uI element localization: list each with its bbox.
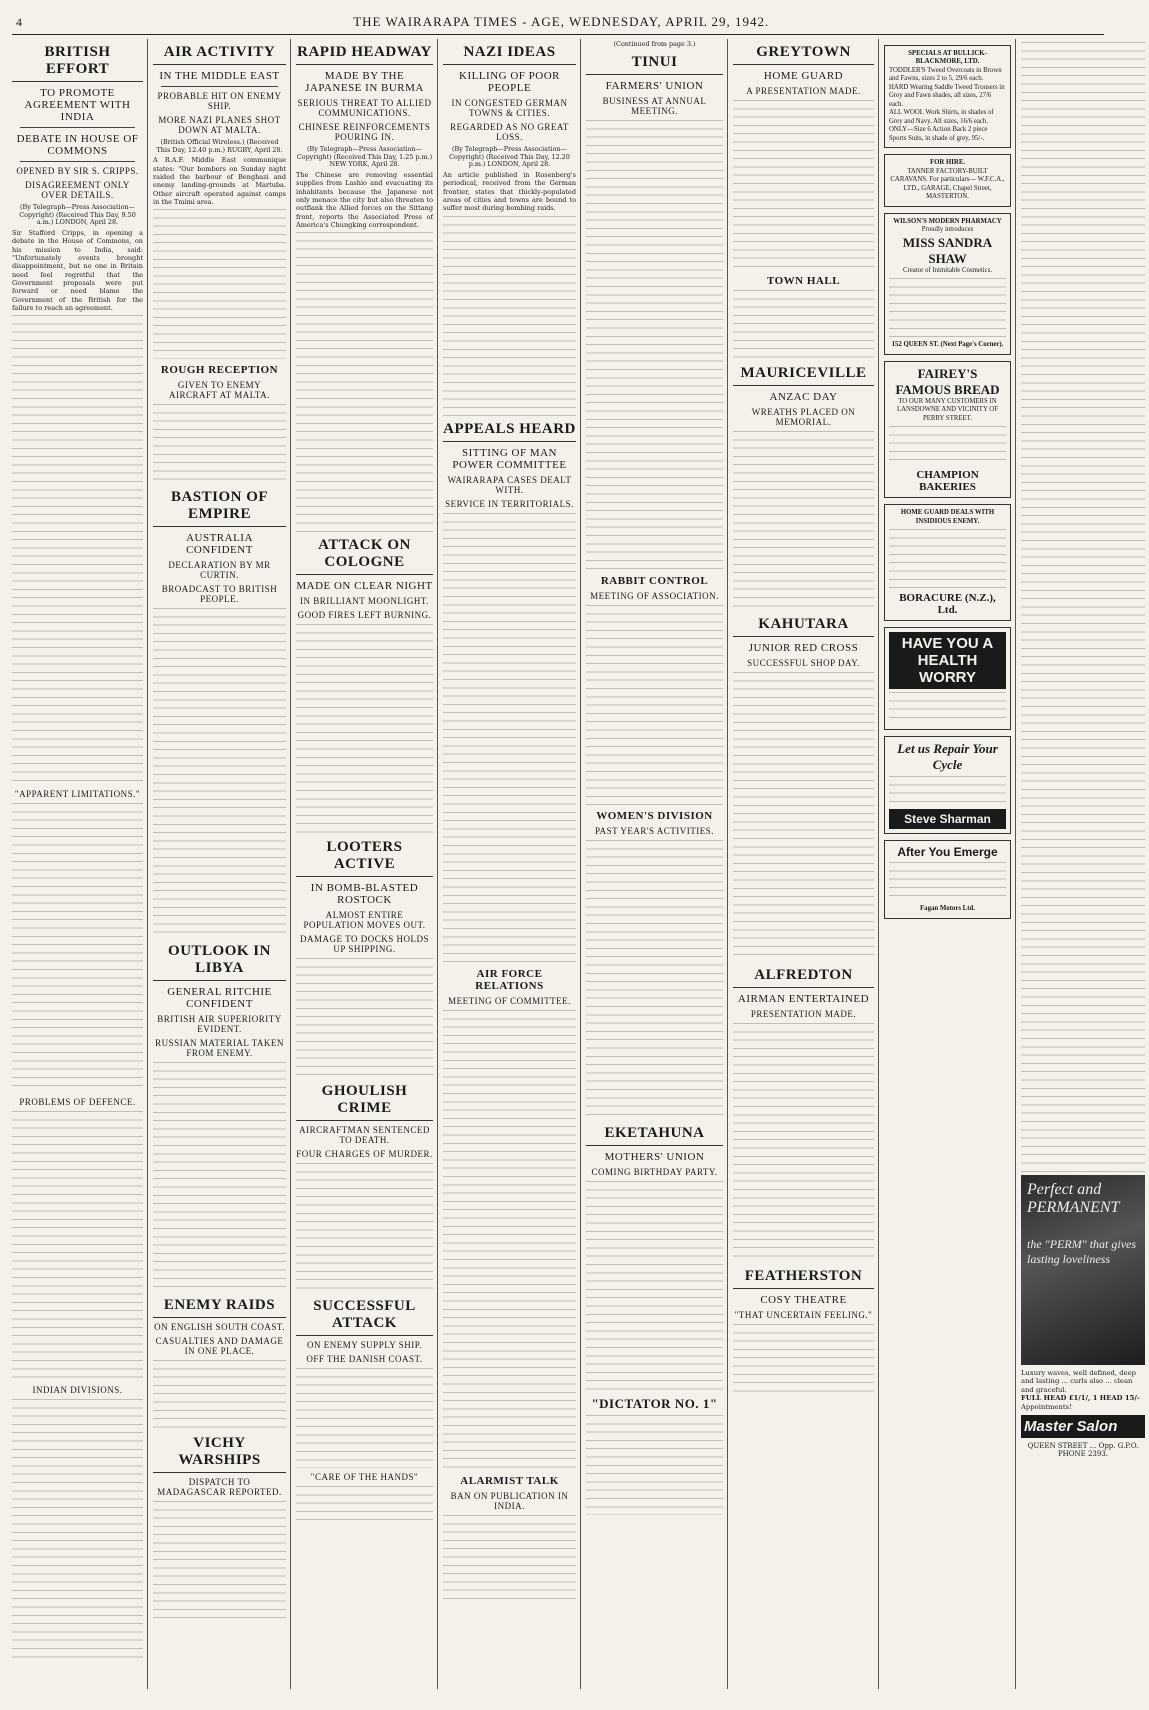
headline-alarmist-talk: ALARMIST TALK xyxy=(460,1474,559,1487)
dateline: (By Telegraph—Press Association—Copyright) (Received This Day, 1.25 p.m.) NEW YORK, April 28. xyxy=(296,145,433,169)
ad-fagan-motors xyxy=(884,840,1011,918)
headline-air-activity: AIR ACTIVITY xyxy=(153,44,286,65)
article-lead: Sir Stafford Cripps, in opening a debate in the House of Commons, on his mission to India, said: "Unfortunately events brought disappointment, but no one in Britain need feel regretful that the Government proposals were put forward or need blame the Government of the British for the failure to reach an agreement. xyxy=(12,229,143,312)
subhead: DAMAGE TO DOCKS HOLDS UP SHIPPING. xyxy=(300,934,429,955)
ad-text xyxy=(889,692,1006,722)
ad-price: FULL HEAD £1/1/, 1 HEAD 15/- xyxy=(1021,1394,1140,1403)
ad-headline: Let us Repair Your Cycle xyxy=(897,741,998,773)
ad-title: FOR HIRE. xyxy=(929,159,966,167)
subhead: SUCCESSFUL SHOP DAY. xyxy=(747,658,860,668)
column-7-ads xyxy=(884,39,1016,1689)
dateline: (British Official Wireless.) (Received This Day, 12.40 p.m.) RUGBY, April 28. xyxy=(156,138,283,154)
ad-footer: CHAMPION BAKERIES xyxy=(916,469,979,494)
subhead: OPENED BY SIR S. CRIPPS. xyxy=(16,166,139,176)
dateline: (By Telegraph—Press Association—Copyright) (Received This Day, 9.50 a.m.) LONDON, April 28. xyxy=(19,203,136,227)
ad-line: TODDLER'S Tweed Overcoats in Brown and Fawns, sizes 2 to 5, 29/6 each. xyxy=(889,66,1002,83)
ad-subtitle: HOME GUARD DEALS WITH INSIDIOUS ENEMY. xyxy=(900,509,995,525)
ad-boracure xyxy=(884,504,1011,621)
article-text xyxy=(153,404,286,484)
article-text xyxy=(12,1111,143,1381)
subhead: DECLARATION BY MR CURTIN. xyxy=(168,560,271,581)
ad-bullick-blackmore xyxy=(884,45,1011,148)
ad-title: SPECIALS AT BULLICK-BLACKMORE, LTD. xyxy=(908,50,987,66)
ad-line: ONLY—Size 6 Action Back 2 piece Sports Suits, in shade of grey, 95/-. xyxy=(889,126,988,142)
article-text xyxy=(733,1023,874,1263)
subhead: MOTHERS' UNION xyxy=(604,1150,705,1163)
article-text xyxy=(443,1515,576,1605)
ad-footer: QUEEN STREET ... Opp. G.P.O. PHONE 2393. xyxy=(1027,1442,1139,1459)
article-text xyxy=(443,513,576,963)
ad-body: Appointments! xyxy=(1021,1402,1072,1411)
headline-rabbit-control: RABBIT CONTROL xyxy=(600,574,709,587)
section-subhead: "APPARENT LIMITATIONS." xyxy=(14,789,141,800)
subhead: WREATHS PLACED ON MEMORIAL. xyxy=(751,407,856,427)
article-text xyxy=(296,1163,433,1293)
subhead: SERIOUS THREAT TO ALLIED COMMUNICATIONS. xyxy=(297,98,432,118)
headline-ghoulish-crime: GHOULISH CRIME xyxy=(296,1083,433,1121)
column-6 xyxy=(733,39,879,1689)
ad-health-worry xyxy=(884,627,1011,730)
subhead: REGARDED AS NO GREAT LOSS. xyxy=(450,122,569,142)
ad-body: TANNER FACTORY-BUILT CARAVANS. For particulars— W.F.C.A., LTD., GARAGE, Chapel Street, MASTERTON. xyxy=(890,167,1005,201)
subhead: ALMOST ENTIRE POPULATION MOVES OUT. xyxy=(303,910,426,931)
subhead: ANZAC DAY xyxy=(769,391,838,403)
article-text xyxy=(296,1368,433,1468)
subhead: CHINESE REINFORCEMENTS POURING IN. xyxy=(298,122,431,142)
subhead: MADE ON CLEAR NIGHT xyxy=(296,580,433,593)
subhead: MEETING OF COMMITTEE. xyxy=(448,995,571,1006)
ad-brand: Master Salon xyxy=(1021,1415,1145,1438)
article-text xyxy=(733,431,874,611)
subhead: BROADCAST TO BRITISH PEOPLE. xyxy=(161,584,278,605)
headline-alfredton: ALFREDTON xyxy=(733,967,874,988)
article-text xyxy=(586,1181,723,1391)
subhead: GENERAL RITCHIE CONFIDENT xyxy=(167,986,272,1011)
article-lead: An article published in Rosenberg's periodical, received from the German frontier, states that thickly-populated areas of cities and towns are bound to suffer most during bombing raids. xyxy=(443,171,576,213)
article-text xyxy=(296,958,433,1078)
ad-headline: BORACURE (N.Z.), Ltd. xyxy=(899,592,996,617)
article-text xyxy=(733,1324,874,1394)
headline-rapid-headway: RAPID HEADWAY xyxy=(296,44,433,65)
continued-note: (Continued from page 3.) xyxy=(613,40,696,48)
article-text xyxy=(586,120,723,570)
headline-bastion-of-empire: BASTION OF EMPIRE xyxy=(153,489,286,527)
headline-womens-division: WOMEN'S DIVISION xyxy=(596,809,713,822)
column-3 xyxy=(296,39,438,1689)
ad-body: Luxury waves, well defined, deep and lasting ... curls also ... clean and graceful. xyxy=(1021,1369,1136,1394)
article-text xyxy=(733,100,874,270)
dateline: (By Telegraph—Press Association—Copyright) (Received This Day, 12.20 p.m.) LONDON, April 28. xyxy=(449,145,570,169)
subhead: RUSSIAN MATERIAL TAKEN FROM ENEMY. xyxy=(155,1038,284,1059)
ad-footer: 152 QUEEN ST. (Next Page's Corner). xyxy=(891,341,1004,349)
ad-headline: HAVE YOU A HEALTH WORRY xyxy=(889,632,1006,689)
ad-text xyxy=(889,776,1006,806)
subhead: BRITISH AIR SUPERIORITY EVIDENT. xyxy=(157,1014,282,1035)
subhead: FOUR CHARGES OF MURDER. xyxy=(296,1149,433,1160)
page-number: 4 xyxy=(16,15,23,29)
subhead: MORE NAZI PLANES SHOT DOWN AT MALTA. xyxy=(158,115,281,135)
ad-slogan: the "PERM" that gives lasting loveliness xyxy=(1027,1237,1137,1266)
subhead: TO PROMOTE AGREEMENT WITH INDIA xyxy=(24,87,131,123)
subhead: GIVEN TO ENEMY AIRCRAFT AT MALTA. xyxy=(169,380,270,401)
column-5 xyxy=(586,39,728,1689)
subhead: BAN ON PUBLICATION IN INDIA. xyxy=(450,1490,569,1511)
subhead: "THAT UNCERTAIN FEELING." xyxy=(734,1310,873,1320)
article-text xyxy=(153,1360,286,1430)
article-text xyxy=(1021,42,1145,1172)
subhead: HOME GUARD xyxy=(763,70,844,82)
ad-line: ALL WOOL Work Shirts, in shades of Grey and Navy. All sizes, 16/6 each. xyxy=(889,109,994,125)
subhead: WAIRARAPA CASES DEALT WITH. xyxy=(447,474,572,495)
subhead: MADE BY THE JAPANESE IN BURMA xyxy=(305,70,424,94)
headline-greytown: GREYTOWN xyxy=(733,44,874,65)
ad-text xyxy=(889,426,1006,466)
headline-enemy-raids: ENEMY RAIDS xyxy=(153,1297,286,1318)
subhead: ON ENGLISH SOUTH COAST. xyxy=(154,1322,285,1333)
ad-caravans xyxy=(884,154,1011,206)
subhead: A PRESENTATION MADE. xyxy=(746,86,861,96)
article-text xyxy=(296,624,433,834)
subhead: AUSTRALIA CONFIDENT xyxy=(186,532,253,557)
article-text xyxy=(586,840,723,1120)
subhead: IN BRILLIANT MOONLIGHT. xyxy=(300,596,429,607)
ad-headline: MISS SANDRA SHAW xyxy=(902,234,993,266)
column-4 xyxy=(443,39,581,1689)
headline-appeals-heard: APPEALS HEARD xyxy=(443,421,576,442)
ad-headline: FAIREY'S FAMOUS BREAD xyxy=(895,365,1000,397)
subhead: DEBATE IN HOUSE OF COMMONS xyxy=(16,133,139,157)
subhead: KILLING OF POOR PEOPLE xyxy=(459,70,560,94)
article-text xyxy=(153,1501,286,1621)
article-text xyxy=(443,1010,576,1470)
section-subhead: INDIAN DIVISIONS. xyxy=(32,1385,123,1396)
subhead: MEETING OF ASSOCIATION. xyxy=(590,590,719,601)
subhead: IN CONGESTED GERMAN TOWNS & CITIES. xyxy=(451,98,568,118)
subhead: PROBABLE HIT ON ENEMY SHIP. xyxy=(157,91,282,111)
column-8-ad xyxy=(1021,39,1149,1689)
headline-british-effort: BRITISH EFFORT xyxy=(12,44,143,82)
column-2 xyxy=(153,39,291,1689)
article-text xyxy=(296,232,433,532)
subhead: GOOD FIRES LEFT BURNING. xyxy=(297,610,432,621)
headline-outlook-in-libya: OUTLOOK IN LIBYA xyxy=(153,943,286,981)
subhead: SERVICE IN TERRITORIALS. xyxy=(445,498,574,509)
headline-nazi-ideas: NAZI IDEAS xyxy=(443,44,576,65)
headline-mauriceville: MAURICEVILLE xyxy=(733,365,874,386)
headline-kahutara: KAHUTARA xyxy=(733,616,874,637)
subhead: DISAGREEMENT ONLY OVER DETAILS. xyxy=(25,180,130,200)
subhead: IN BOMB-BLASTED ROSTOCK xyxy=(310,882,419,907)
ad-wilsons-pharmacy xyxy=(884,213,1011,355)
ad-care-of-hands: "CARE OF THE HANDS" xyxy=(310,1472,419,1483)
ad-line: HARD Wearing Saddle Tweed Trousers in Grey and Fawn shades, all sizes, 27/6 each. xyxy=(889,83,1005,108)
headline-eketahuna: EKETAHUNA xyxy=(586,1125,723,1146)
ad-brand: Fagan Motors Ltd. xyxy=(920,905,975,913)
ad-headline: Perfect and PERMANENT xyxy=(1027,1181,1120,1216)
subhead: BUSINESS AT ANNUAL MEETING. xyxy=(602,95,707,116)
masthead-title: THE WAIRARAPA TIMES - AGE, WEDNESDAY, APRIL 29, 1942. xyxy=(353,14,770,29)
masthead xyxy=(12,14,1104,35)
subhead: FARMERS' UNION xyxy=(605,79,704,92)
ad-text xyxy=(889,862,1006,902)
subhead: IN THE MIDDLE EAST xyxy=(159,70,280,82)
ad-body: TO OUR MANY CUSTOMERS IN LANSDOWNE AND VICINITY OF PERRY STREET. xyxy=(896,397,998,422)
subhead: JUNIOR RED CROSS xyxy=(748,642,859,654)
ad-cycle-repair xyxy=(884,736,1011,834)
subhead: DISPATCH TO MADAGASCAR REPORTED. xyxy=(157,1477,282,1498)
ad-body: Creator of Inimitable Cosmetics. xyxy=(902,266,993,274)
article-text xyxy=(733,290,874,360)
subhead: ON ENEMY SUPPLY SHIP. xyxy=(307,1340,422,1351)
article-text xyxy=(586,1415,723,1515)
headline-successful-attack: SUCCESSFUL ATTACK xyxy=(296,1298,433,1336)
headline-looters-active: LOOTERS ACTIVE xyxy=(296,839,433,877)
subhead: PAST YEAR'S ACTIVITIES. xyxy=(594,825,715,836)
headline-tinui: TINUI xyxy=(586,54,723,75)
ad-subtitle: Proudly introduces xyxy=(921,226,974,234)
subhead: SITTING OF MAN POWER COMMITTEE xyxy=(452,446,567,471)
ad-brand: Steve Sharman xyxy=(889,809,1006,829)
article-text xyxy=(153,1062,286,1292)
ad-perm-illustration xyxy=(1021,1175,1145,1365)
subhead: AIRMAN ENTERTAINED xyxy=(737,993,870,1005)
subhead: PRESENTATION MADE. xyxy=(750,1009,857,1019)
headline-rough-reception: ROUGH RECEPTION xyxy=(160,364,279,377)
subhead: CASUALTIES AND DAMAGE IN ONE PLACE. xyxy=(155,1336,284,1357)
article-text xyxy=(12,1399,143,1659)
headline-featherston: FEATHERSTON xyxy=(733,1268,874,1289)
headline-town-hall: TOWN HALL xyxy=(766,275,841,287)
article-text xyxy=(733,672,874,962)
section-subhead: PROBLEMS OF DEFENCE. xyxy=(19,1097,136,1108)
subhead: COSY THEATRE xyxy=(760,1294,847,1306)
article-lead: The Chinese are removing essential supplies from Lashio and evacuating its inhabitants because the Japanese not only menace the city but also threaten to outflank the Allied forces on the Sittang front, reports the Associated Press of America's Chungking correspondent. xyxy=(296,171,433,229)
ad-text xyxy=(296,1486,433,1526)
article-text xyxy=(153,209,286,359)
headline-dictator-no-1: "DICTATOR NO. 1" xyxy=(591,1395,718,1411)
article-text xyxy=(153,608,286,938)
article-text xyxy=(586,605,723,805)
subhead: COMING BIRTHDAY PARTY. xyxy=(591,1166,718,1177)
ad-text xyxy=(889,529,1006,589)
headline-attack-on-cologne: ATTACK ON COLOGNE xyxy=(296,537,433,575)
ad-text xyxy=(889,278,1006,338)
ad-title: WILSON'S MODERN PHARMACY xyxy=(893,217,1002,225)
subhead: OFF THE DANISH COAST. xyxy=(306,1354,423,1365)
headline-vichy-warships: VICHY WARSHIPS xyxy=(153,1435,286,1473)
ad-headline: After You Emerge xyxy=(897,845,998,860)
subhead: AIRCRAFTMAN SENTENCED TO DEATH. xyxy=(299,1125,430,1146)
article-text xyxy=(443,216,576,416)
article-text xyxy=(12,803,143,1093)
columns xyxy=(12,39,1140,1689)
headline-air-force-relations: AIR FORCE RELATIONS xyxy=(475,967,544,992)
article-lead: A R.A.F. Middle East communique states: "Our bombers on Sunday night raided the harbour of Benghazi and enemy landing-grounds at Martuba. Other aircraft operated against camps in the Tmimi area. xyxy=(153,156,286,206)
ad-faireys-bread xyxy=(884,361,1011,498)
column-1 xyxy=(12,39,148,1689)
article-text xyxy=(12,315,143,785)
